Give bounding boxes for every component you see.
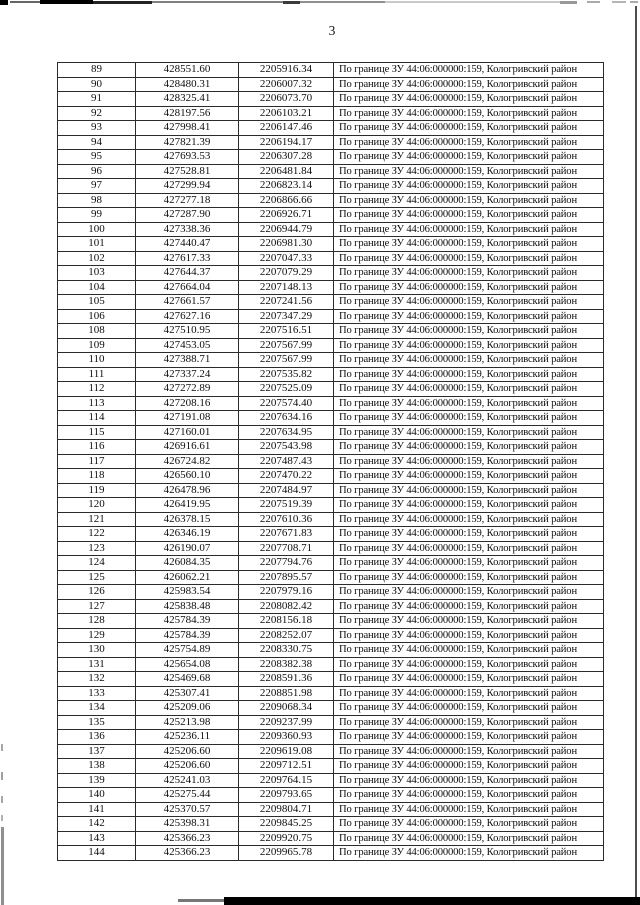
table-row xyxy=(58,483,604,498)
point-number-cell: 127 xyxy=(58,599,136,614)
point-number-cell: 116 xyxy=(58,440,136,455)
y-coordinate-cell: 2207634.16 xyxy=(239,411,334,426)
table-row xyxy=(58,541,604,556)
scan-edge-right-line xyxy=(635,6,637,898)
boundary-description-cell: По границе ЗУ 44:06:000000:159, Кологривский район xyxy=(334,773,604,788)
y-coordinate-cell: 2206073.70 xyxy=(239,92,334,107)
x-coordinate-cell: 427277.18 xyxy=(136,193,239,208)
y-coordinate-cell: 2207148.13 xyxy=(239,280,334,295)
table-row xyxy=(58,599,604,614)
scan-edge-left-dash xyxy=(1,815,3,821)
boundary-description-cell: По границе ЗУ 44:06:000000:159, Кологривский район xyxy=(334,686,604,701)
table-row xyxy=(58,512,604,527)
x-coordinate-cell: 426190.07 xyxy=(136,541,239,556)
y-coordinate-cell: 2207610.36 xyxy=(239,512,334,527)
table-row xyxy=(58,367,604,382)
table-row xyxy=(58,106,604,121)
table-row xyxy=(58,614,604,629)
table-row xyxy=(58,150,604,165)
y-coordinate-cell: 2207484.97 xyxy=(239,483,334,498)
y-coordinate-cell: 2209965.78 xyxy=(239,846,334,861)
boundary-description-cell: По границе ЗУ 44:06:000000:159, Кологривский район xyxy=(334,585,604,600)
table-row xyxy=(58,556,604,571)
x-coordinate-cell: 425784.39 xyxy=(136,614,239,629)
table-row xyxy=(58,164,604,179)
boundary-description-cell: По границе ЗУ 44:06:000000:159, Кологривский район xyxy=(334,643,604,658)
x-coordinate-cell: 427661.57 xyxy=(136,295,239,310)
point-number-cell: 137 xyxy=(58,744,136,759)
x-coordinate-cell: 425209.06 xyxy=(136,701,239,716)
table-row xyxy=(58,686,604,701)
page-number: 3 xyxy=(328,23,336,38)
point-number-cell: 118 xyxy=(58,469,136,484)
y-coordinate-cell: 2209360.93 xyxy=(239,730,334,745)
y-coordinate-cell: 2208252.07 xyxy=(239,628,334,643)
boundary-description-cell: По границе ЗУ 44:06:000000:159, Кологривский район xyxy=(334,570,604,585)
y-coordinate-cell: 2208382.38 xyxy=(239,657,334,672)
table-row xyxy=(58,570,604,585)
y-coordinate-cell: 2207979.16 xyxy=(239,585,334,600)
boundary-description-cell: По границе ЗУ 44:06:000000:159, Кологривский район xyxy=(334,614,604,629)
y-coordinate-cell: 2209764.15 xyxy=(239,773,334,788)
point-number-cell: 94 xyxy=(58,135,136,150)
table-row xyxy=(58,498,604,513)
scan-edge-left-dash xyxy=(1,772,3,780)
y-coordinate-cell: 2207487.43 xyxy=(239,454,334,469)
y-coordinate-cell: 2207516.51 xyxy=(239,324,334,339)
y-coordinate-cell: 2207047.33 xyxy=(239,251,334,266)
point-number-cell: 114 xyxy=(58,411,136,426)
scan-edge-left-line xyxy=(1,827,4,905)
x-coordinate-cell: 427208.16 xyxy=(136,396,239,411)
y-coordinate-cell: 2206194.17 xyxy=(239,135,334,150)
boundary-description-cell: По границе ЗУ 44:06:000000:159, Кологривский район xyxy=(334,512,604,527)
point-number-cell: 97 xyxy=(58,179,136,194)
point-number-cell: 125 xyxy=(58,570,136,585)
y-coordinate-cell: 2207519.39 xyxy=(239,498,334,513)
x-coordinate-cell: 427287.90 xyxy=(136,208,239,223)
scan-edge-top-dash xyxy=(630,1,638,3)
y-coordinate-cell: 2207574.40 xyxy=(239,396,334,411)
y-coordinate-cell: 2209804.71 xyxy=(239,802,334,817)
point-number-cell: 108 xyxy=(58,324,136,339)
point-number-cell: 95 xyxy=(58,150,136,165)
table-row xyxy=(58,353,604,368)
table-row xyxy=(58,817,604,832)
scan-edge-top-segment xyxy=(40,0,93,4)
scan-edge-top-dash xyxy=(560,1,577,4)
point-number-cell: 128 xyxy=(58,614,136,629)
x-coordinate-cell: 426478.96 xyxy=(136,483,239,498)
y-coordinate-cell: 2206007.32 xyxy=(239,77,334,92)
table-row xyxy=(58,701,604,716)
point-number-cell: 136 xyxy=(58,730,136,745)
boundary-description-cell: По границе ЗУ 44:06:000000:159, Кологривский район xyxy=(334,353,604,368)
y-coordinate-cell: 2207241.56 xyxy=(239,295,334,310)
point-number-cell: 90 xyxy=(58,77,136,92)
x-coordinate-cell: 425206.60 xyxy=(136,759,239,774)
scan-edge-top-segment xyxy=(385,1,560,3)
point-number-cell: 119 xyxy=(58,483,136,498)
x-coordinate-cell: 428551.60 xyxy=(136,63,239,78)
point-number-cell: 117 xyxy=(58,454,136,469)
point-number-cell: 138 xyxy=(58,759,136,774)
point-number-cell: 134 xyxy=(58,701,136,716)
boundary-description-cell: По границе ЗУ 44:06:000000:159, Кологривский район xyxy=(334,411,604,426)
table-row xyxy=(58,730,604,745)
table-row xyxy=(58,92,604,107)
point-number-cell: 135 xyxy=(58,715,136,730)
table-row xyxy=(58,179,604,194)
y-coordinate-cell: 2207470.22 xyxy=(239,469,334,484)
boundary-description-cell: По границе ЗУ 44:06:000000:159, Кологривский район xyxy=(334,454,604,469)
boundary-description-cell: По границе ЗУ 44:06:000000:159, Кологривский район xyxy=(334,802,604,817)
point-number-cell: 126 xyxy=(58,585,136,600)
y-coordinate-cell: 2207567.99 xyxy=(239,338,334,353)
y-coordinate-cell: 2205916.34 xyxy=(239,63,334,78)
point-number-cell: 100 xyxy=(58,222,136,237)
y-coordinate-cell: 2206103.21 xyxy=(239,106,334,121)
table-row xyxy=(58,585,604,600)
boundary-description-cell: По границе ЗУ 44:06:000000:159, Кологривский район xyxy=(334,744,604,759)
boundary-description-cell: По границе ЗУ 44:06:000000:159, Кологривский район xyxy=(334,759,604,774)
x-coordinate-cell: 427440.47 xyxy=(136,237,239,252)
table-row xyxy=(58,788,604,803)
point-number-cell: 140 xyxy=(58,788,136,803)
table-row xyxy=(58,802,604,817)
x-coordinate-cell: 425469.68 xyxy=(136,672,239,687)
x-coordinate-cell: 427644.37 xyxy=(136,266,239,281)
scan-edge-bottom-lead xyxy=(178,899,225,902)
y-coordinate-cell: 2207895.57 xyxy=(239,570,334,585)
point-number-cell: 133 xyxy=(58,686,136,701)
y-coordinate-cell: 2209237.99 xyxy=(239,715,334,730)
x-coordinate-cell: 426419.95 xyxy=(136,498,239,513)
x-coordinate-cell: 427338.36 xyxy=(136,222,239,237)
point-number-cell: 132 xyxy=(58,672,136,687)
x-coordinate-cell: 425366.23 xyxy=(136,846,239,861)
y-coordinate-cell: 2206307.28 xyxy=(239,150,334,165)
table-row xyxy=(58,628,604,643)
boundary-description-cell: По границе ЗУ 44:06:000000:159, Кологривский район xyxy=(334,106,604,121)
x-coordinate-cell: 428480.31 xyxy=(136,77,239,92)
point-number-cell: 96 xyxy=(58,164,136,179)
y-coordinate-cell: 2207671.83 xyxy=(239,527,334,542)
boundary-description-cell: По границе ЗУ 44:06:000000:159, Кологривский район xyxy=(334,164,604,179)
scan-edge-left-dash xyxy=(1,744,3,751)
boundary-description-cell: По границе ЗУ 44:06:000000:159, Кологривский район xyxy=(334,324,604,339)
table-row xyxy=(58,454,604,469)
point-number-cell: 91 xyxy=(58,92,136,107)
boundary-description-cell: По границе ЗУ 44:06:000000:159, Кологривский район xyxy=(334,309,604,324)
point-number-cell: 120 xyxy=(58,498,136,513)
boundary-description-cell: По границе ЗУ 44:06:000000:159, Кологривский район xyxy=(334,715,604,730)
x-coordinate-cell: 427693.53 xyxy=(136,150,239,165)
y-coordinate-cell: 2206147.46 xyxy=(239,121,334,136)
y-coordinate-cell: 2207347.29 xyxy=(239,309,334,324)
scan-edge-top-segment xyxy=(152,1,283,3)
table-row xyxy=(58,222,604,237)
boundary-description-cell: По границе ЗУ 44:06:000000:159, Кологривский район xyxy=(334,121,604,136)
table-row xyxy=(58,237,604,252)
point-number-cell: 93 xyxy=(58,121,136,136)
table-row xyxy=(58,672,604,687)
scan-edge-top-segment xyxy=(10,1,40,3)
table-row xyxy=(58,266,604,281)
x-coordinate-cell: 428325.41 xyxy=(136,92,239,107)
y-coordinate-cell: 2206981.30 xyxy=(239,237,334,252)
x-coordinate-cell: 426062.21 xyxy=(136,570,239,585)
table-row xyxy=(58,425,604,440)
x-coordinate-cell: 428197.56 xyxy=(136,106,239,121)
table-row xyxy=(58,411,604,426)
boundary-description-cell: По границе ЗУ 44:06:000000:159, Кологривский район xyxy=(334,425,604,440)
coordinates-table xyxy=(57,62,604,861)
boundary-description-cell: По границе ЗУ 44:06:000000:159, Кологривский район xyxy=(334,63,604,78)
boundary-description-cell: По границе ЗУ 44:06:000000:159, Кологривский район xyxy=(334,77,604,92)
table-row xyxy=(58,251,604,266)
y-coordinate-cell: 2206926.71 xyxy=(239,208,334,223)
boundary-description-cell: По границе ЗУ 44:06:000000:159, Кологривский район xyxy=(334,657,604,672)
coordinates-table-body xyxy=(58,63,604,861)
boundary-description-cell: По границе ЗУ 44:06:000000:159, Кологривский район xyxy=(334,527,604,542)
point-number-cell: 141 xyxy=(58,802,136,817)
scan-edge-top-dash xyxy=(587,1,600,3)
point-number-cell: 122 xyxy=(58,527,136,542)
x-coordinate-cell: 427664.04 xyxy=(136,280,239,295)
table-row xyxy=(58,396,604,411)
boundary-description-cell: По границе ЗУ 44:06:000000:159, Кологривский район xyxy=(334,222,604,237)
x-coordinate-cell: 425398.31 xyxy=(136,817,239,832)
x-coordinate-cell: 427821.39 xyxy=(136,135,239,150)
x-coordinate-cell: 426916.61 xyxy=(136,440,239,455)
y-coordinate-cell: 2209845.25 xyxy=(239,817,334,832)
y-coordinate-cell: 2206481.84 xyxy=(239,164,334,179)
boundary-description-cell: По границе ЗУ 44:06:000000:159, Кологривский район xyxy=(334,208,604,223)
table-row xyxy=(58,77,604,92)
y-coordinate-cell: 2209793.65 xyxy=(239,788,334,803)
point-number-cell: 92 xyxy=(58,106,136,121)
boundary-description-cell: По границе ЗУ 44:06:000000:159, Кологривский район xyxy=(334,382,604,397)
boundary-description-cell: По границе ЗУ 44:06:000000:159, Кологривский район xyxy=(334,150,604,165)
boundary-description-cell: По границе ЗУ 44:06:000000:159, Кологривский район xyxy=(334,266,604,281)
y-coordinate-cell: 2207525.09 xyxy=(239,382,334,397)
x-coordinate-cell: 427617.33 xyxy=(136,251,239,266)
table-row xyxy=(58,744,604,759)
y-coordinate-cell: 2208082.42 xyxy=(239,599,334,614)
x-coordinate-cell: 425754.89 xyxy=(136,643,239,658)
x-coordinate-cell: 426084.35 xyxy=(136,556,239,571)
x-coordinate-cell: 427191.08 xyxy=(136,411,239,426)
boundary-description-cell: По границе ЗУ 44:06:000000:159, Кологривский район xyxy=(334,672,604,687)
point-number-cell: 101 xyxy=(58,237,136,252)
x-coordinate-cell: 425206.60 xyxy=(136,744,239,759)
point-number-cell: 130 xyxy=(58,643,136,658)
y-coordinate-cell: 2206866.66 xyxy=(239,193,334,208)
table-row xyxy=(58,715,604,730)
point-number-cell: 131 xyxy=(58,657,136,672)
boundary-description-cell: По границе ЗУ 44:06:000000:159, Кологривский район xyxy=(334,280,604,295)
boundary-description-cell: По границе ЗУ 44:06:000000:159, Кологривский район xyxy=(334,628,604,643)
point-number-cell: 124 xyxy=(58,556,136,571)
scan-edge-top-segment xyxy=(300,1,385,3)
table-row xyxy=(58,440,604,455)
x-coordinate-cell: 426346.19 xyxy=(136,527,239,542)
boundary-description-cell: По границе ЗУ 44:06:000000:159, Кологривский район xyxy=(334,179,604,194)
point-number-cell: 109 xyxy=(58,338,136,353)
table-row xyxy=(58,63,604,78)
x-coordinate-cell: 427299.94 xyxy=(136,179,239,194)
table-row xyxy=(58,527,604,542)
boundary-description-cell: По границе ЗУ 44:06:000000:159, Кологривский район xyxy=(334,730,604,745)
boundary-description-cell: По границе ЗУ 44:06:000000:159, Кологривский район xyxy=(334,92,604,107)
boundary-description-cell: По границе ЗУ 44:06:000000:159, Кологривский район xyxy=(334,135,604,150)
boundary-description-cell: По границе ЗУ 44:06:000000:159, Кологривский район xyxy=(334,498,604,513)
x-coordinate-cell: 427388.71 xyxy=(136,353,239,368)
point-number-cell: 115 xyxy=(58,425,136,440)
y-coordinate-cell: 2209619.08 xyxy=(239,744,334,759)
y-coordinate-cell: 2209068.34 xyxy=(239,701,334,716)
x-coordinate-cell: 427453.05 xyxy=(136,338,239,353)
point-number-cell: 139 xyxy=(58,773,136,788)
x-coordinate-cell: 425784.39 xyxy=(136,628,239,643)
point-number-cell: 123 xyxy=(58,541,136,556)
x-coordinate-cell: 426378.15 xyxy=(136,512,239,527)
y-coordinate-cell: 2208851.98 xyxy=(239,686,334,701)
point-number-cell: 129 xyxy=(58,628,136,643)
table-row xyxy=(58,121,604,136)
boundary-description-cell: По границе ЗУ 44:06:000000:159, Кологривский район xyxy=(334,237,604,252)
point-number-cell: 99 xyxy=(58,208,136,223)
table-row xyxy=(58,295,604,310)
x-coordinate-cell: 427337.24 xyxy=(136,367,239,382)
point-number-cell: 98 xyxy=(58,193,136,208)
boundary-description-cell: По границе ЗУ 44:06:000000:159, Кологривский район xyxy=(334,251,604,266)
scan-edge-bottom-bar xyxy=(224,897,640,905)
boundary-description-cell: По границе ЗУ 44:06:000000:159, Кологривский район xyxy=(334,338,604,353)
boundary-description-cell: По границе ЗУ 44:06:000000:159, Кологривский район xyxy=(334,846,604,861)
y-coordinate-cell: 2209712.51 xyxy=(239,759,334,774)
point-number-cell: 106 xyxy=(58,309,136,324)
point-number-cell: 105 xyxy=(58,295,136,310)
x-coordinate-cell: 425654.08 xyxy=(136,657,239,672)
y-coordinate-cell: 2207543.98 xyxy=(239,440,334,455)
y-coordinate-cell: 2208330.75 xyxy=(239,643,334,658)
boundary-description-cell: По границе ЗУ 44:06:000000:159, Кологривский район xyxy=(334,831,604,846)
point-number-cell: 143 xyxy=(58,831,136,846)
boundary-description-cell: По границе ЗУ 44:06:000000:159, Кологривский район xyxy=(334,483,604,498)
table-row xyxy=(58,208,604,223)
x-coordinate-cell: 425241.03 xyxy=(136,773,239,788)
table-row xyxy=(58,773,604,788)
point-number-cell: 89 xyxy=(58,63,136,78)
x-coordinate-cell: 425838.48 xyxy=(136,599,239,614)
table-row xyxy=(58,382,604,397)
scan-edge-top-segment xyxy=(93,1,152,4)
x-coordinate-cell: 425275.44 xyxy=(136,788,239,803)
table-row xyxy=(58,469,604,484)
point-number-cell: 112 xyxy=(58,382,136,397)
point-number-cell: 142 xyxy=(58,817,136,832)
table-row xyxy=(58,643,604,658)
x-coordinate-cell: 425236.11 xyxy=(136,730,239,745)
table-row xyxy=(58,338,604,353)
x-coordinate-cell: 426724.82 xyxy=(136,454,239,469)
point-number-cell: 110 xyxy=(58,353,136,368)
boundary-description-cell: По границе ЗУ 44:06:000000:159, Кологривский район xyxy=(334,396,604,411)
table-row xyxy=(58,831,604,846)
y-coordinate-cell: 2207535.82 xyxy=(239,367,334,382)
boundary-description-cell: По границе ЗУ 44:06:000000:159, Кологривский район xyxy=(334,469,604,484)
boundary-description-cell: По границе ЗУ 44:06:000000:159, Кологривский район xyxy=(334,701,604,716)
x-coordinate-cell: 425983.54 xyxy=(136,585,239,600)
y-coordinate-cell: 2207079.29 xyxy=(239,266,334,281)
scan-edge-top-segment xyxy=(283,1,300,4)
x-coordinate-cell: 427998.41 xyxy=(136,121,239,136)
table-row xyxy=(58,280,604,295)
boundary-description-cell: По границе ЗУ 44:06:000000:159, Кологривский район xyxy=(334,788,604,803)
y-coordinate-cell: 2207708.71 xyxy=(239,541,334,556)
x-coordinate-cell: 427528.81 xyxy=(136,164,239,179)
boundary-description-cell: По границе ЗУ 44:06:000000:159, Кологривский район xyxy=(334,193,604,208)
x-coordinate-cell: 427627.16 xyxy=(136,309,239,324)
point-number-cell: 102 xyxy=(58,251,136,266)
point-number-cell: 111 xyxy=(58,367,136,382)
table-row xyxy=(58,657,604,672)
y-coordinate-cell: 2208591.36 xyxy=(239,672,334,687)
x-coordinate-cell: 425370.57 xyxy=(136,802,239,817)
x-coordinate-cell: 427510.95 xyxy=(136,324,239,339)
y-coordinate-cell: 2209920.75 xyxy=(239,831,334,846)
boundary-description-cell: По границе ЗУ 44:06:000000:159, Кологривский район xyxy=(334,440,604,455)
point-number-cell: 144 xyxy=(58,846,136,861)
y-coordinate-cell: 2206823.14 xyxy=(239,179,334,194)
table-row xyxy=(58,309,604,324)
table-row xyxy=(58,846,604,861)
x-coordinate-cell: 427160.01 xyxy=(136,425,239,440)
y-coordinate-cell: 2206944.79 xyxy=(239,222,334,237)
y-coordinate-cell: 2208156.18 xyxy=(239,614,334,629)
point-number-cell: 103 xyxy=(58,266,136,281)
y-coordinate-cell: 2207794.76 xyxy=(239,556,334,571)
scan-edge-left-dash xyxy=(1,796,3,803)
table-row xyxy=(58,193,604,208)
x-coordinate-cell: 425366.23 xyxy=(136,831,239,846)
point-number-cell: 113 xyxy=(58,396,136,411)
y-coordinate-cell: 2207634.95 xyxy=(239,425,334,440)
boundary-description-cell: По границе ЗУ 44:06:000000:159, Кологривский район xyxy=(334,556,604,571)
table-row xyxy=(58,324,604,339)
boundary-description-cell: По границе ЗУ 44:06:000000:159, Кологривский район xyxy=(334,817,604,832)
y-coordinate-cell: 2207567.99 xyxy=(239,353,334,368)
table-row xyxy=(58,759,604,774)
boundary-description-cell: По границе ЗУ 44:06:000000:159, Кологривский район xyxy=(334,295,604,310)
x-coordinate-cell: 425307.41 xyxy=(136,686,239,701)
table-row xyxy=(58,135,604,150)
x-coordinate-cell: 427272.89 xyxy=(136,382,239,397)
point-number-cell: 104 xyxy=(58,280,136,295)
x-coordinate-cell: 426560.10 xyxy=(136,469,239,484)
x-coordinate-cell: 425213.98 xyxy=(136,715,239,730)
scan-edge-top-dash xyxy=(612,1,626,3)
scan-edge-top-left-mark xyxy=(0,0,8,5)
boundary-description-cell: По границе ЗУ 44:06:000000:159, Кологривский район xyxy=(334,367,604,382)
point-number-cell: 121 xyxy=(58,512,136,527)
boundary-description-cell: По границе ЗУ 44:06:000000:159, Кологривский район xyxy=(334,541,604,556)
boundary-description-cell: По границе ЗУ 44:06:000000:159, Кологривский район xyxy=(334,599,604,614)
